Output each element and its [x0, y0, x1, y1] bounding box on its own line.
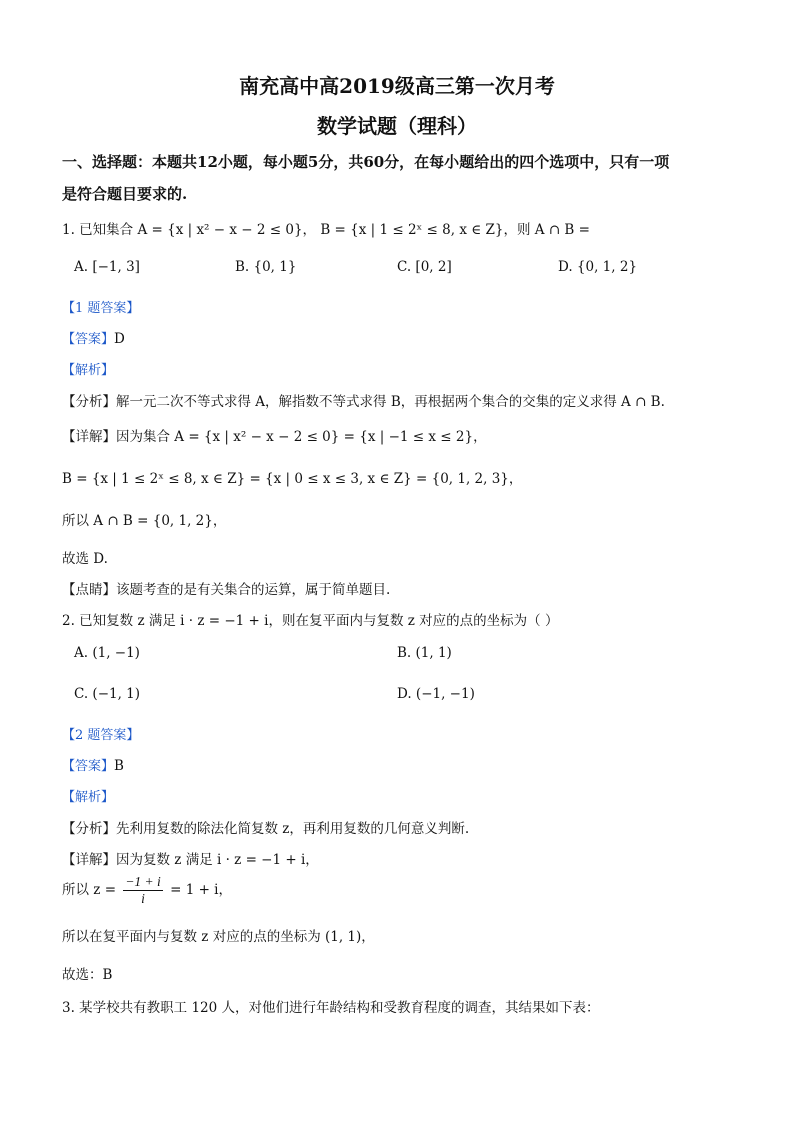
- q2-fenxi-line: [62, 817, 469, 837]
- q2-answer-line: [62, 755, 124, 774]
- q2-option-d: D. (−1, −1): [397, 686, 475, 702]
- q2-option-a: A. (1, −1): [74, 645, 140, 661]
- q1-fenxi: 解一元二次不等式求得 A，解指数不等式求得 B，再根据两个集合的交集的定义求得 A ∩ B.: [116, 394, 665, 410]
- q1-answer-line: [62, 328, 125, 347]
- q2-option-c: C. (−1, 1): [74, 686, 141, 702]
- q1-option-c: C. [0, 2]: [397, 259, 452, 275]
- xiangjie-label: 【详解】: [62, 429, 116, 445]
- fraction-denominator: i: [141, 891, 145, 906]
- section-header-line2: 是符合题目要求的.: [62, 185, 188, 203]
- q3-stem: 3. 某学校共有教职工 120 人，对他们进行年龄结构和受教育程度的调查，其结果如下表：: [62, 1000, 600, 1016]
- q1-option-a: A. [−1, 3]: [74, 259, 140, 275]
- q1-dianjing-line: [62, 578, 390, 598]
- exam-subtitle: 数学试题（理科）: [317, 114, 477, 138]
- q2-analysis-heading: 【解析】: [62, 790, 115, 805]
- fenxi-label: 【分析】: [62, 394, 116, 410]
- q1-xiangjie-3: 所以 A ∩ B = {0, 1, 2}，: [62, 513, 227, 529]
- q2-answer-heading: 【2 题答案】: [62, 728, 140, 743]
- q1-choose: 故选 D.: [62, 551, 108, 567]
- q1-xiangjie-line: [62, 425, 487, 445]
- xiangjie-label: 【详解】: [62, 852, 116, 868]
- q2-xiangjie-3: 所以在复平面内与复数 z 对应的点的坐标为 (1, 1)，: [62, 929, 375, 945]
- q2-xiangjie-2: [62, 874, 232, 907]
- q2-xiangjie-1: 因为复数 z 满足 i · z = −1 + i，: [116, 852, 319, 868]
- q1-stem: 1. 已知集合 A = {x | x² − x − 2 ≤ 0}， B = {x | 1 ≤ 2ˣ ≤ 8, x ∈ Z}，则 A ∩ B =: [62, 222, 590, 238]
- q1-xiangjie-2: B = {x | 1 ≤ 2ˣ ≤ 8, x ∈ Z} = {x | 0 ≤ x ≤ 3, x ∈ Z} = {0, 1, 2, 3}，: [62, 471, 523, 487]
- fraction: [123, 874, 162, 907]
- q2-answer: B: [114, 758, 124, 774]
- so-suffix: = 1 + i，: [170, 882, 232, 898]
- exam-title: 南充高中高2019级高三第一次月考: [239, 74, 555, 98]
- q1-analysis-heading: 【解析】: [62, 363, 115, 378]
- answer-label: 【答案】: [62, 759, 115, 774]
- q2-stem: 2. 已知复数 z 满足 i · z = −1 + i，则在复平面内与复数 z 对应的点的坐标为（ ）: [62, 613, 559, 629]
- q1-xiangjie-1: 因为集合 A = {x | x² − x − 2 ≤ 0} = {x | −1 ≤ x ≤ 2}，: [116, 429, 487, 445]
- q2-option-b: B. (1, 1): [397, 645, 452, 661]
- q1-answer: D: [114, 331, 125, 347]
- q1-answer-heading: 【1 题答案】: [62, 301, 140, 316]
- q1-fenxi-line: [62, 390, 665, 410]
- dianjing-label: 【点睛】: [62, 582, 116, 598]
- answer-label: 【答案】: [62, 332, 115, 347]
- q2-xiangjie-line: [62, 848, 319, 868]
- q1-dianjing: 该题考查的是有关集合的运算，属于简单题目.: [116, 582, 391, 598]
- section-header-line1: 一、选择题：本题共12小题，每小题5分，共60分，在每小题给出的四个选项中，只有一项: [62, 153, 670, 171]
- q1-option-d: D. {0, 1, 2}: [558, 259, 638, 275]
- fraction-numerator: −1 + i: [125, 874, 161, 889]
- fenxi-label: 【分析】: [62, 821, 116, 837]
- so-prefix: 所以 z =: [62, 882, 117, 898]
- q2-choose: 故选：B: [62, 967, 113, 983]
- q1-option-b: B. {0, 1}: [235, 259, 297, 275]
- q2-fenxi: 先利用复数的除法化简复数 z，再利用复数的几何意义判断.: [116, 821, 470, 837]
